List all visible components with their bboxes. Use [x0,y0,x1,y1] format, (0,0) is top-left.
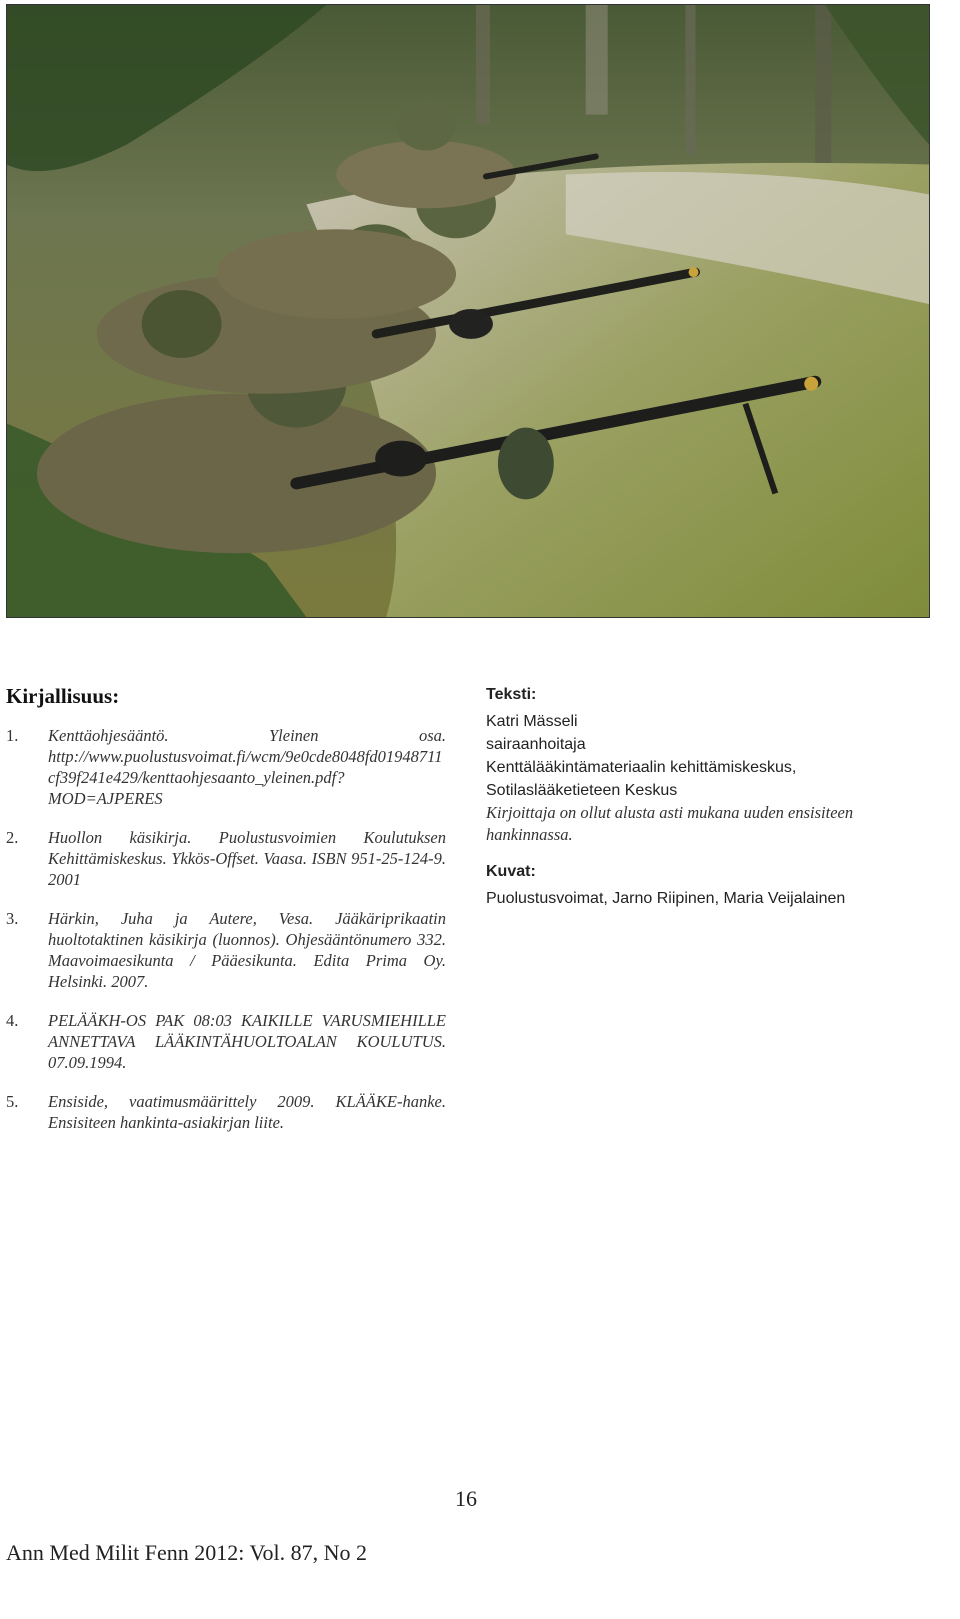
references-list [6,725,446,1133]
reference-item [6,827,446,890]
reference-number: 4. [6,1011,19,1030]
reference-item [6,908,446,992]
reference-number: 3. [6,909,19,928]
journal-citation: Ann Med Milit Fenn 2012: Vol. 87, No 2 [6,1540,367,1565]
reference-number: 1. [6,726,19,745]
reference-text: Kenttäohjesääntö. Yleinen osa. http://www.puolustusvoimat.fi/wcm/9e0cde8048fd01948711cf39f241e429/kenttaohjesaanto_yleinen.pdf?MOD=AJPERES [48,726,446,808]
reference-item [6,1091,446,1133]
soldiers-photo-illustration [7,5,929,617]
reference-text: PELÄÄKH-OS PAK 08:03 KAIKILLE VARUSMIEHILLE ANNETTAVA LÄÄKINTÄHUOLTOALAN KOULUTUS. 07.09.1994. [48,1011,446,1072]
author-title: sairaanhoitaja [486,736,586,753]
photo-credit-heading: Kuvat: [486,863,536,880]
references-heading: Kirjallisuus: [6,684,120,708]
reference-item [6,1010,446,1073]
credits-section [486,686,936,910]
reference-item [6,725,446,809]
author-note: Kirjoittaja on ollut alusta asti mukana uuden ensisiteen hankinnassa. [486,803,854,844]
author-affiliation: Sotilaslääketieteen Keskus [486,782,678,799]
references-section [6,684,446,1151]
photo-credits: Puolustusvoimat, Jarno Riipinen, Maria Veijalainen [486,890,846,907]
article-photo [6,4,930,618]
page-number: 16 [455,1486,477,1511]
reference-text: Ensiside, vaatimusmäärittely 2009. KLÄÄKE-hanke. Ensisiteen hankinta-asiakirjan liite. [48,1092,446,1132]
reference-text: Huollon käsikirja. Puolustusvoimien Koulutuksen Kehittämiskeskus. Ykkös-Offset. Vaasa. ISBN 951-25-124-9. 2001 [48,828,446,889]
reference-text: Härkin, Juha ja Autere, Vesa. Jääkäriprikaatin huoltotaktinen käsikirja (luonnos). Ohjesääntönumero 332. Maavoimaesikunta / Pääesikunta. Edita Prima Oy. Helsinki. 2007. [48,909,446,991]
reference-number: 2. [6,828,19,847]
author-name: Katri Mässeli [486,713,578,730]
reference-number: 5. [6,1092,19,1111]
author-affiliation: Kenttälääkintämateriaalin kehittämiskeskus, [486,759,797,776]
text-credit-heading: Teksti: [486,686,537,703]
